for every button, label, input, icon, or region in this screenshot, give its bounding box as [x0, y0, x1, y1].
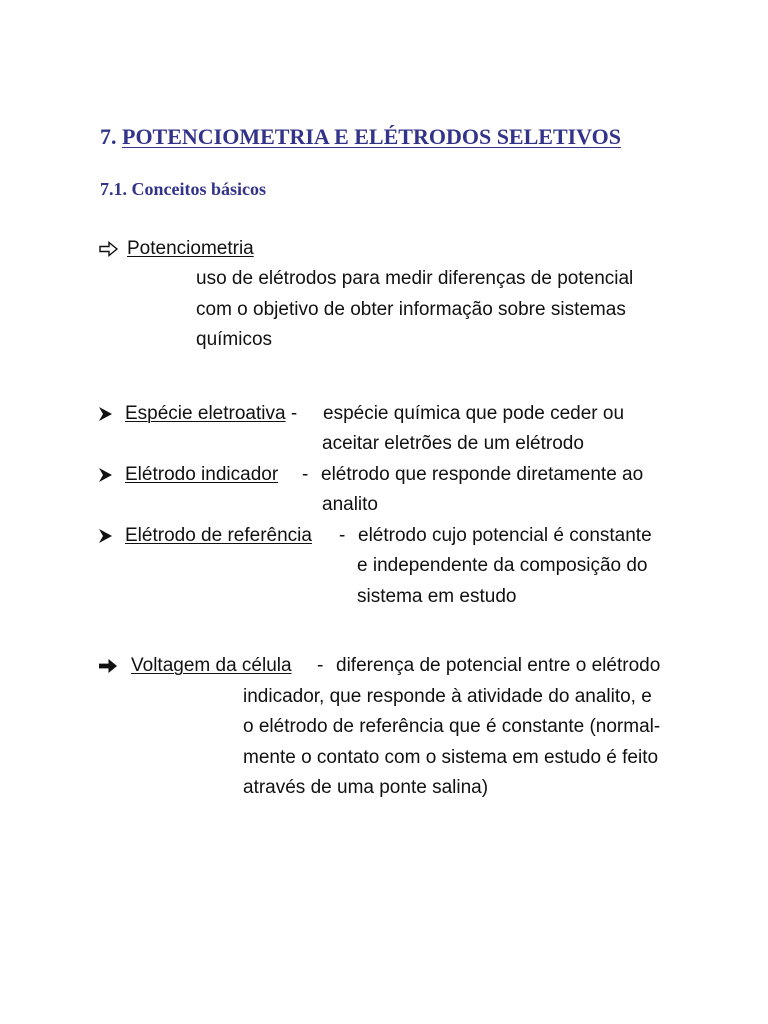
voltagem-line: indicador, que responde à atividade do analito, e	[243, 686, 652, 707]
definition-especie	[125, 403, 297, 425]
potenciometria-definition-line-2: com o objetivo de obter informação sobre sistemas	[196, 299, 626, 320]
definition-term: Elétrodo indicador	[125, 464, 279, 485]
definition-separator: -	[302, 464, 309, 485]
hollow-arrow-right-icon	[98, 238, 120, 260]
voltagem-line: mente o contato com o sistema em estudo é feito	[243, 747, 659, 768]
voltagem-line: diferença de potencial entre o elétrodo	[336, 655, 661, 676]
definition-line: espécie química que pode ceder ou	[323, 403, 625, 424]
chapter-title: POTENCIOMETRIA E ELÉTRODOS SELETIVOS	[122, 124, 621, 149]
potenciometria-term: Potenciometria	[127, 238, 254, 259]
voltagem-line: através de uma ponte salina)	[243, 777, 489, 798]
definition-line: analito	[322, 494, 378, 515]
arrowhead-right-icon	[96, 525, 118, 547]
arrowhead-right-icon	[96, 464, 118, 486]
voltagem-term: Voltagem da célula	[131, 655, 292, 676]
chapter-number: 7.	[100, 124, 117, 149]
arrowhead-right-icon	[96, 403, 118, 425]
section-heading: 7.1. Conceitos básicos	[100, 179, 266, 199]
bold-arrow-right-icon	[97, 655, 119, 677]
definition-term: Elétrodo de referência	[125, 525, 312, 546]
chapter-heading	[100, 124, 621, 150]
definition-separator: -	[339, 525, 346, 546]
voltagem-line: o elétrodo de referência que é constante (normal-	[243, 716, 661, 737]
definition-line: e independente da composição do	[357, 555, 648, 576]
voltagem-separator: -	[317, 655, 324, 676]
definition-line: sistema em estudo	[357, 586, 517, 607]
potenciometria-definition-line-3: químicos	[196, 329, 273, 350]
definition-term: Espécie eletroativa	[125, 403, 286, 424]
definition-line: aceitar eletrões de um elétrodo	[322, 433, 584, 454]
definition-line: elétrodo que responde diretamente ao	[321, 464, 644, 485]
potenciometria-definition-line-1: uso de elétrodos para medir diferenças de potencial	[196, 268, 634, 289]
definition-line: elétrodo cujo potencial é constante	[358, 525, 652, 546]
definition-separator: -	[290, 403, 298, 424]
